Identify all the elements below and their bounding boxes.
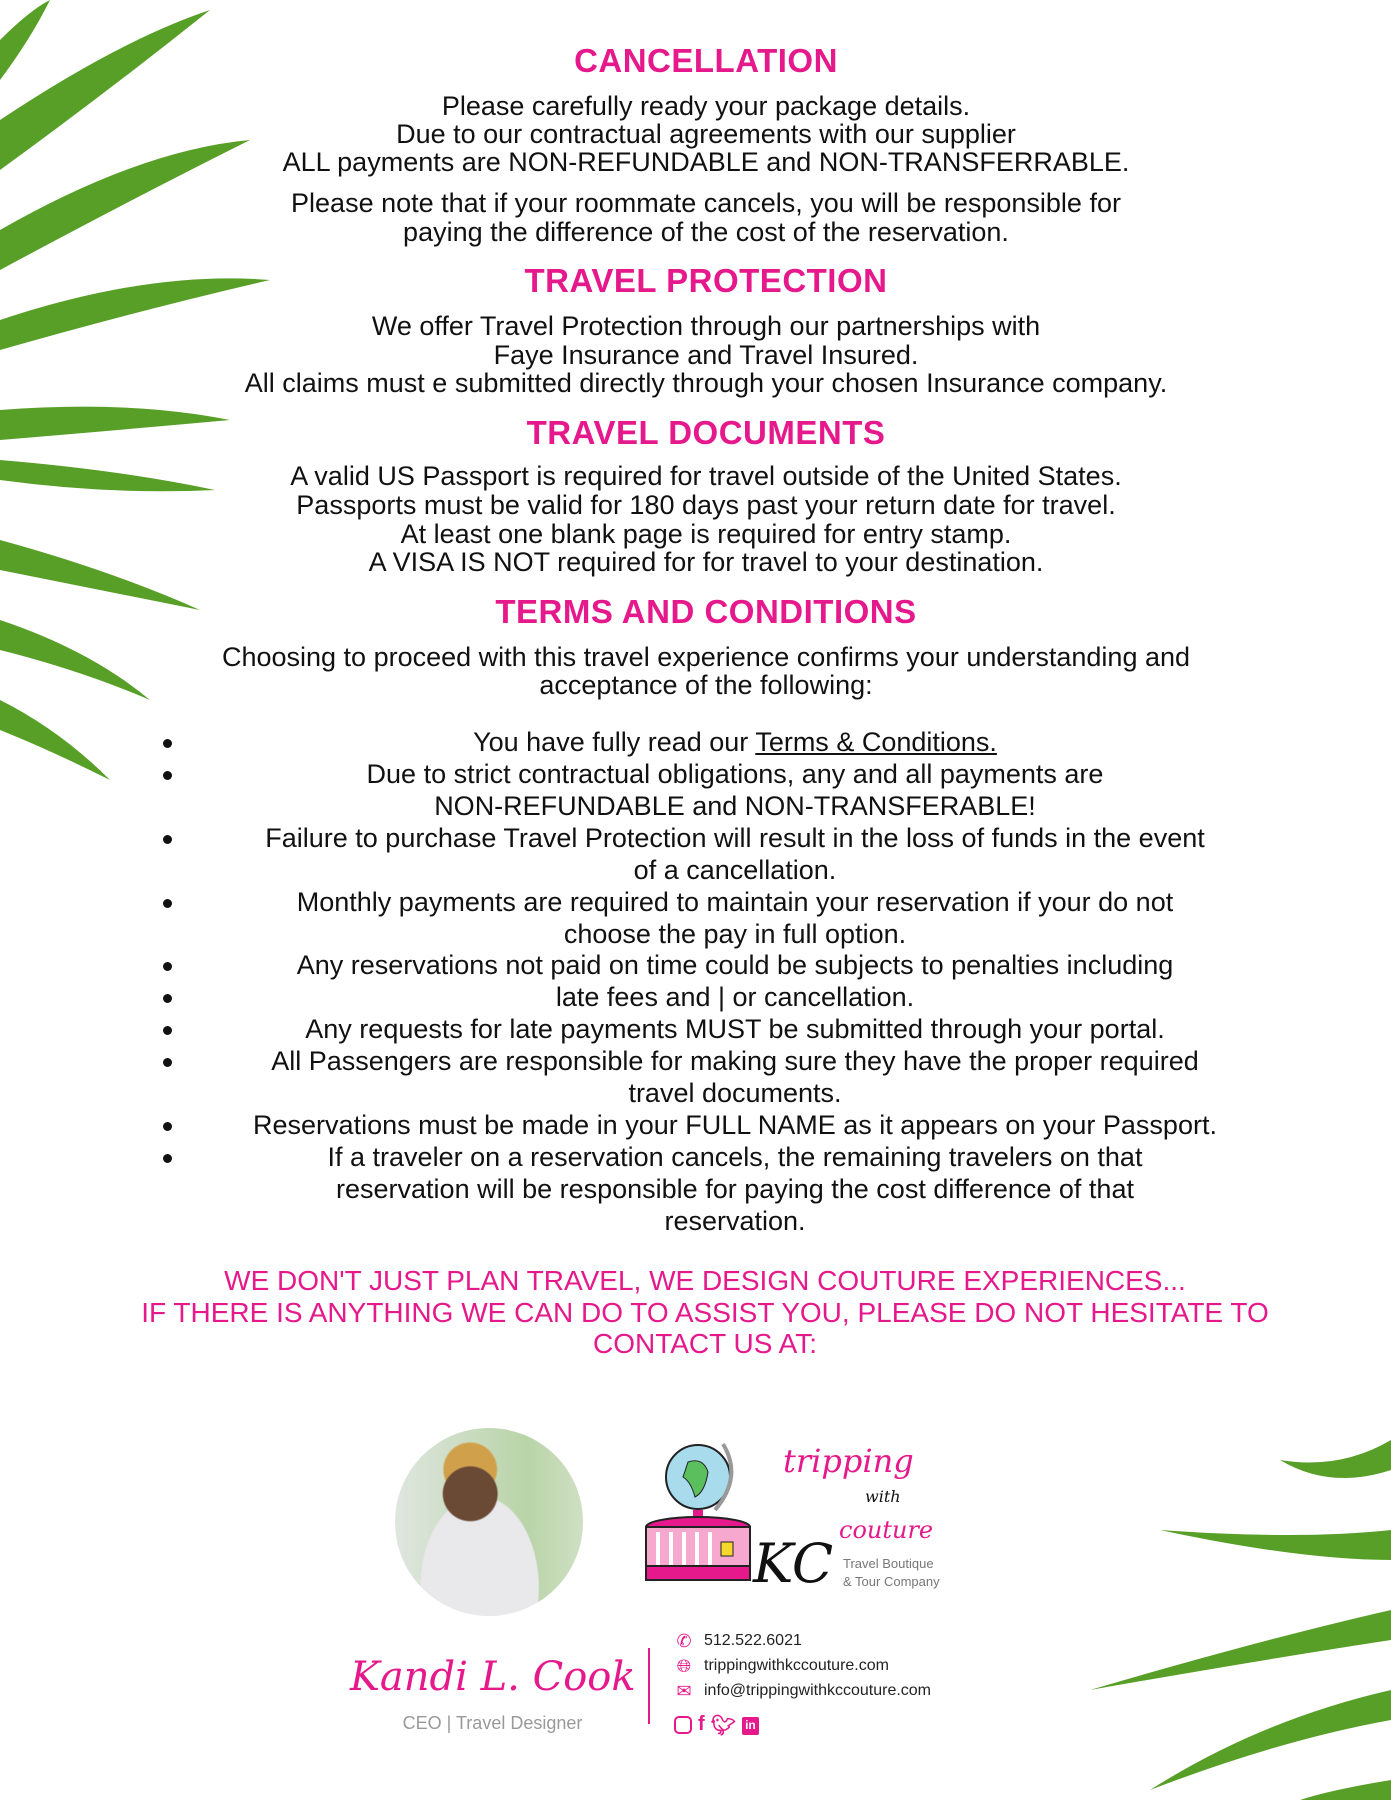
travel-protection-line: We offer Travel Protection through our partnerships with	[371, 311, 1041, 341]
terms-intro-line: Choosing to proceed with this travel experience confirms your understanding and	[221, 642, 1191, 672]
terms-row-text: reservation will be responsible for paying the cost difference of that	[336, 1173, 1134, 1204]
bullet-icon	[163, 1058, 172, 1067]
travel-documents-line: A VISA IS NOT required for for travel to your destination.	[368, 547, 1044, 577]
bullet-icon	[163, 899, 172, 908]
linkedin-icon[interactable]: in	[742, 1717, 759, 1735]
terms-row-text: of a cancellation.	[633, 854, 837, 885]
instagram-icon[interactable]	[674, 1716, 692, 1734]
profile-photo	[395, 1428, 583, 1616]
terms-row-text: late fees and | or cancellation.	[555, 982, 915, 1013]
logo-tagline: & Tour Company	[843, 1574, 940, 1589]
travel-protection-line: All claims must e submitted directly through your chosen Insurance company.	[244, 368, 1168, 398]
travel-protection-heading: TRAVEL PROTECTION	[524, 262, 888, 299]
contact-website[interactable]	[674, 1656, 889, 1676]
company-logo	[643, 1432, 943, 1602]
logo-text: couture	[839, 1516, 934, 1544]
phone-text: 512.522.6021	[704, 1632, 802, 1649]
terms-row-text: reservation.	[664, 1205, 806, 1236]
cancellation-line: ALL payments are NON-REFUNDABLE and NON-TRANSFERRABLE.	[282, 147, 1130, 177]
bullet-icon	[163, 962, 172, 971]
travel-documents-line: At least one blank page is required for entry stamp.	[400, 519, 1012, 549]
terms-row-text: Due to strict contractual obligations, any and all payments are	[366, 759, 1104, 789]
closing-line: WE DON'T JUST PLAN TRAVEL, WE DESIGN COUTURE EXPERIENCES...	[224, 1265, 1186, 1296]
terms-row-text: NON-REFUNDABLE and NON-TRANSFERABLE!	[434, 790, 1036, 821]
globe-icon: 🌐︎	[676, 1656, 692, 1676]
logo-text: tripping	[783, 1442, 914, 1480]
cancellation-line: Please note that if your roommate cancels, you will be responsible for	[291, 188, 1121, 218]
divider	[648, 1648, 650, 1724]
contact-phone[interactable]	[674, 1631, 802, 1651]
contact-email[interactable]	[674, 1681, 931, 1701]
terms-first-prefix: You have fully read our	[473, 727, 756, 757]
terms-row-text: choose the pay in full option.	[563, 918, 907, 949]
terms-row-text: Any reservations not paid on time could be subjects to penalties including	[296, 950, 1174, 981]
travel-protection-line: Faye Insurance and Travel Insured.	[493, 340, 919, 370]
terms-row-text: Any requests for late payments MUST be submitted through your portal.	[305, 1014, 1165, 1045]
logo-tagline: Travel Boutique	[843, 1556, 934, 1571]
signature-name: Kandi L. Cook	[350, 1654, 636, 1700]
bullet-icon	[163, 1026, 172, 1035]
twitter-icon[interactable]: 🐦︎	[710, 1715, 737, 1737]
terms-conditions-link[interactable]: Terms & Conditions.	[755, 727, 997, 757]
travel-documents-heading: TRAVEL DOCUMENTS	[526, 414, 886, 451]
closing-line: IF THERE IS ANYTHING WE CAN DO TO ASSIST YOU, PLEASE DO NOT HESITATE TO	[141, 1297, 1269, 1328]
closing-line: CONTACT US AT:	[592, 1328, 818, 1359]
travel-documents-line: Passports must be valid for 180 days past your return date for travel.	[296, 490, 1116, 520]
signature-role: CEO | Travel Designer	[402, 1713, 583, 1733]
bullet-icon	[163, 739, 172, 748]
bullet-icon	[163, 771, 172, 780]
terms-heading: TERMS AND CONDITIONS	[495, 593, 917, 630]
cancellation-line: paying the difference of the cost of the reservation.	[403, 217, 1009, 247]
email-text: info@trippingwithkccouture.com	[704, 1682, 932, 1699]
bullet-icon	[163, 835, 172, 844]
terms-row-text: travel documents.	[628, 1078, 842, 1108]
bullet-icon	[163, 1122, 172, 1131]
terms-intro-line: acceptance of the following:	[539, 670, 873, 700]
bullet-icon	[163, 994, 172, 1003]
logo-text: KC	[753, 1532, 834, 1595]
website-text: trippingwithkccouture.com	[704, 1657, 889, 1674]
envelope-icon: ✉	[676, 1681, 692, 1701]
terms-row-text: All Passengers are responsible for making sure they have the proper required	[271, 1046, 1199, 1077]
cancellation-line: Please carefully ready your package details.	[441, 91, 971, 121]
travel-documents-line: A valid US Passport is required for travel outside of the United States.	[290, 461, 1122, 491]
logo-text: with	[865, 1487, 901, 1506]
phone-icon: ✆	[676, 1631, 692, 1651]
bullet-icon	[163, 1154, 172, 1163]
facebook-icon[interactable]: f	[698, 1713, 705, 1735]
terms-row-text: Reservations must be made in your FULL NAME as it appears on your Passport.	[253, 1109, 1217, 1140]
social-links	[674, 1713, 759, 1738]
terms-row-text: If a traveler on a reservation cancels, the remaining travelers on that	[327, 1141, 1143, 1172]
terms-row-text: Failure to purchase Travel Protection will result in the loss of funds in the event	[265, 822, 1205, 853]
terms-row-text: Monthly payments are required to maintain your reservation if your do not	[296, 886, 1174, 917]
cancellation-line: Due to our contractual agreements with our supplier	[396, 119, 1016, 149]
cancellation-heading: CANCELLATION	[574, 42, 838, 79]
